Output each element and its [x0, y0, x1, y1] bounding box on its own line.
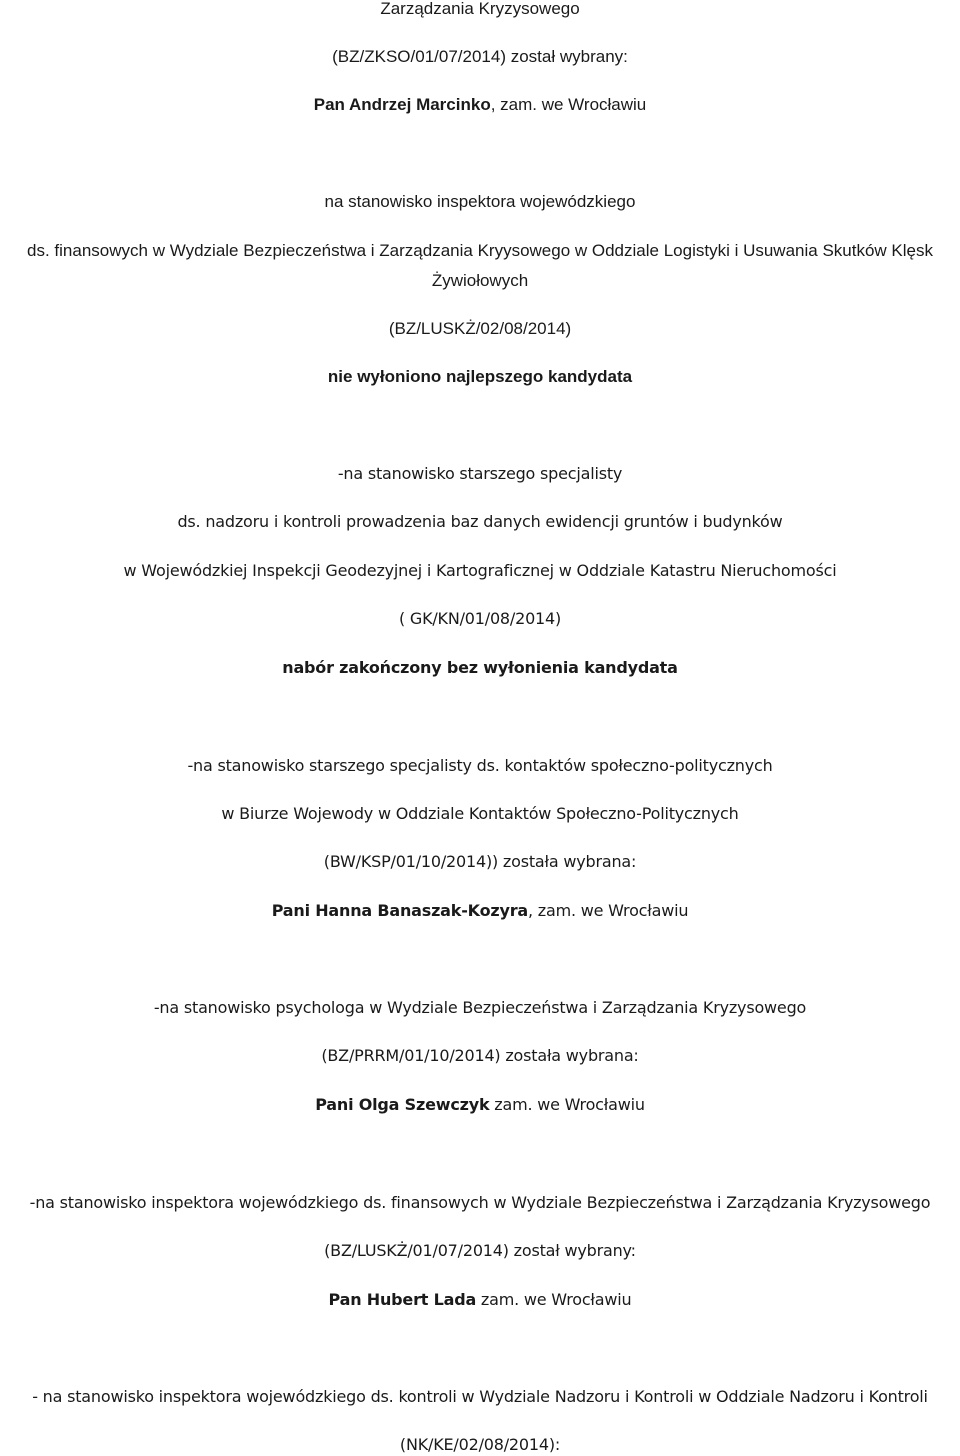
section4-department-line: w Biurze Wojewody w Oddziale Kontaktów Społeczno-Politycznych: [221, 804, 739, 823]
section3-reference-code: ( GK/KN/01/08/2014): [398, 609, 562, 628]
section1-department-line: Zarządzania Kryzysowego: [380, 0, 580, 18]
section1-person-suffix: , zam. we Wrocławiu: [490, 95, 647, 114]
section3-department-line: w Wojewódzkiej Inspekcji Geodezyjnej i Kartograficznej w Oddziale Katastru Nieruchomości: [123, 561, 837, 580]
section5-person-name: Pani Olga Szewczyk: [315, 1095, 490, 1114]
section6-reference-code: (BZ/LUSKŻ/01/07/2014) został wybrany:: [324, 1241, 636, 1260]
section7-reference-code: (NK/KE/02/08/2014):: [399, 1435, 561, 1454]
section1-reference-code: (BZ/ZKSO/01/07/2014) został wybrany:: [332, 47, 628, 66]
section4-person-name: Pani Hanna Banaszak-Kozyra: [271, 901, 528, 920]
section5-position-line: -na stanowisko psychologa w Wydziale Bezpieczeństwa i Zarządzania Kryzysowego: [153, 998, 807, 1017]
section4-reference-code: (BW/KSP/01/10/2014)) została wybrana:: [323, 852, 637, 871]
section7-position-line: - na stanowisko inspektora wojewódzkiego ds. kontroli w Wydziale Nadzoru i Kontroli w Oddziale Nadzoru i Kontroli: [32, 1387, 928, 1406]
section6-person-suffix: zam. we Wrocławiu: [476, 1290, 632, 1309]
section3-position-line: -na stanowisko starszego specjalisty: [337, 464, 623, 483]
section6-person-name: Pan Hubert Lada: [328, 1290, 477, 1309]
section2-result: nie wyłoniono najlepszego kandydata: [327, 367, 633, 386]
section2-department-line: ds. finansowych w Wydziale Bezpieczeństwa i Zarządzania Kryysowego w Oddziale Logistyki i Usuwania Skutków Klęsk: [27, 241, 933, 260]
section3-result: nabór zakończony bez wyłonienia kandydata: [282, 658, 678, 677]
section2-department-line-cont: Żywiołowych: [431, 271, 529, 290]
section5-selected-person: [0, 1094, 960, 1116]
section3-scope-line: ds. nadzoru i kontroli prowadzenia baz danych ewidencji gruntów i budynków: [177, 512, 783, 531]
section5-person-suffix: zam. we Wrocławiu: [489, 1095, 645, 1114]
section1-selected-person: [0, 94, 960, 116]
section2-reference-code: (BZ/LUSKŻ/02/08/2014): [388, 319, 572, 338]
section4-person-suffix: , zam. we Wrocławiu: [528, 901, 689, 920]
section5-reference-code: (BZ/PRRM/01/10/2014) została wybrana:: [321, 1046, 639, 1065]
section2-position-line: na stanowisko inspektora wojewódzkiego: [324, 192, 636, 211]
section6-selected-person: [0, 1289, 960, 1311]
section4-position-line: -na stanowisko starszego specjalisty ds. kontaktów społeczno-politycznych: [187, 756, 773, 775]
section4-selected-person: [0, 900, 960, 922]
section6-position-line: -na stanowisko inspektora wojewódzkiego ds. finansowych w Wydziale Bezpieczeństwa i Zarządzania Kryzysowego: [29, 1193, 931, 1212]
section1-person-name: Pan Andrzej Marcinko: [313, 95, 491, 114]
